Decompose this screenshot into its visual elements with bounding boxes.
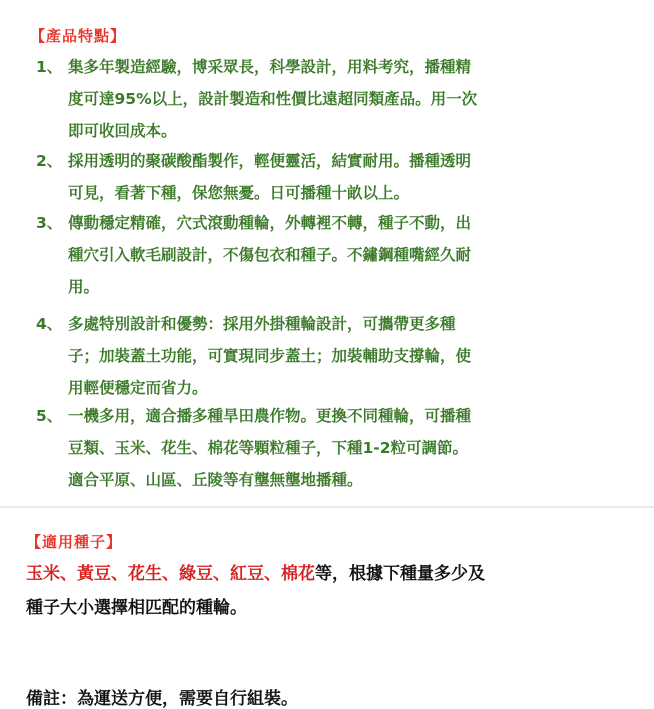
seed-name: 花生 [128,564,162,584]
feature-line: 子；加裝蓋土功能，可實現同步蓋土；加裝輔助支撐輪，使 [68,347,472,365]
seeds-line-1 [26,557,636,591]
seeds-rest: 等，根據下種量多少及 [315,564,485,584]
seed-name: 黃豆 [77,564,111,584]
feature-line: 一機多用，適合播多種旱田農作物。更換不同種輪，可播種 [68,407,472,425]
feature-number: 2、 [36,152,63,170]
seed-name: 紅豆 [230,564,264,584]
seed-name: 綠豆 [179,564,213,584]
feature-number: 3、 [36,214,63,232]
seed-name: 玉米 [26,564,60,584]
feature-line: 可見，看著下種，保您無憂。日可播種十畝以上。 [68,184,410,202]
feature-line: 豆類、玉米、花生、棉花等顆粒種子，下種1-2粒可調節。 [68,439,469,457]
feature-item-4 [36,308,616,404]
seed-name: 棉花 [281,564,315,584]
feature-line: 度可達95%以上，設計製造和性價比遠超同類產品。用一次 [68,90,478,108]
feature-number: 1、 [36,58,63,76]
seeds-line-2: 種子大小選擇相匹配的種輪。 [26,598,247,618]
feature-line: 即可收回成本。 [68,122,177,140]
feature-line: 傳動穩定精確，穴式滾動種輪，外轉裡不轉，種子不動，出 [68,214,472,232]
feature-line: 採用透明的聚碳酸酯製作，輕便靈活，結實耐用。播種透明 [68,152,472,170]
feature-item-3 [36,207,616,303]
feature-item-2 [36,145,616,209]
seeds-text [26,557,636,625]
feature-line: 適合平原、山區、丘陵等有壟無壟地播種。 [68,471,363,489]
note-text: 備註：為運送方便，需要自行組裝。 [26,689,298,709]
seed-separator: 、 [111,564,128,584]
feature-number: 4、 [36,315,63,333]
feature-line: 用。 [68,278,100,296]
feature-line: 用輕便穩定而省力。 [68,379,208,397]
seed-separator: 、 [162,564,179,584]
feature-number: 5、 [36,407,63,425]
feature-line: 種穴引入軟毛刷設計，不傷包衣和種子。不鏽鋼種嘴經久耐 [68,246,472,264]
feature-line: 集多年製造經驗，博采眾長，科學設計，用料考究，播種精 [68,58,472,76]
seed-separator: 、 [60,564,77,584]
seeds-heading: 【適用種子】 [26,533,123,551]
seed-separator: 、 [213,564,230,584]
seed-separator: 、 [264,564,281,584]
feature-item-5 [36,400,616,496]
features-heading: 【產品特點】 [30,27,127,45]
feature-item-1 [36,51,616,147]
feature-line: 多處特別設計和優勢：採用外掛種輪設計，可攜帶更多種 [68,315,456,333]
